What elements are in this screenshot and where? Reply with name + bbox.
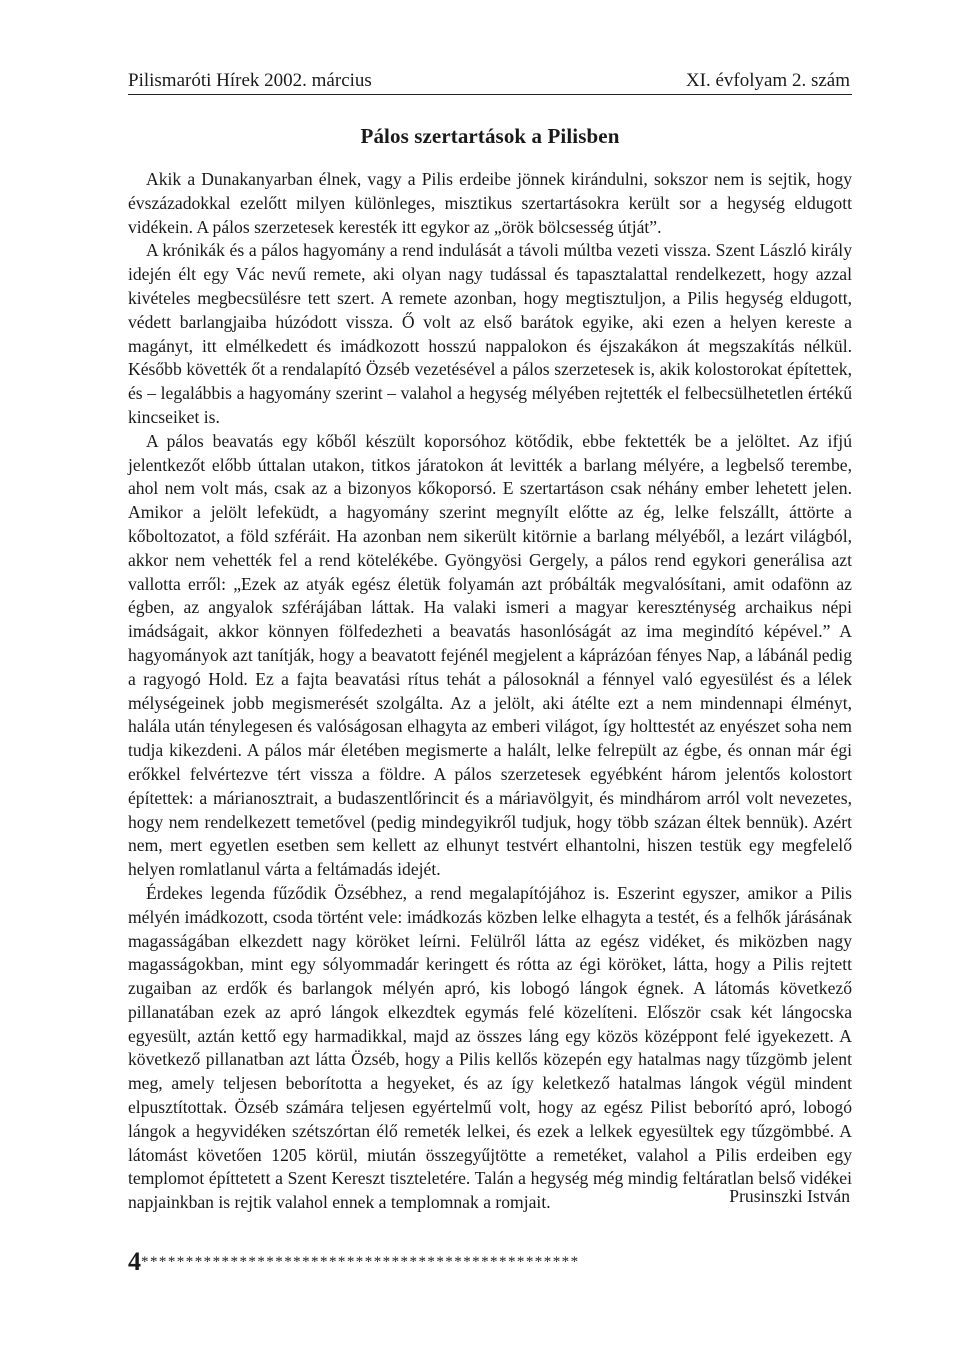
article-paragraph: A krónikák és a pálos hagyomány a rend indulását a távoli múltba vezeti vissza. Szent László király idején élt egy Vác nevű remete, aki olyan nagy tudással és tapasztalattal rendelkezett, hogy azzal kivételes megbecsülésre tett szert. A remete azonban, hogy megtisztuljon, a Pilis hegység eldugott, védett barlangjaiba húzódott vissza. Ő volt az első barátok egyike, aki ezen a helyen kereste a magányt, itt elmélkedett és imádkozott hosszú nappalokon és éjszakákon át megszakítás nélkül. Később követték őt a rendalapító Özséb vezetésével a pálos szerzetesek is, akik kolostorokat építettek, és – legalábbis a hagyomány szerint – valahol a hegység mélyében rejtették el felbecsülhetetlen értékű kincseiket is. (128, 240, 852, 427)
page-header (128, 70, 852, 95)
article-body (128, 168, 852, 1215)
article-paragraph: Érdekes legenda fűződik Özsébhez, a rend megalapítójához is. Eszerint egyszer, amikor a Pilis mélyén imádkozott, csoda történt vele: imádkozás közben lelke elhagyta a testét, és a felhők járásának magasságában elkezdett nagy köröket leírni. Felülről látta az egész vidéket, és miközben nagy magasságokban, mint egy sólyommadár keringett és rótta az égi köröket, látta, hogy a Pilis rejtett zugaiban az erdők és barlangok mélyén apró, kis lobogó lángok égnek. A látomás következő pillanatában ezek az apró lángok elkezdtek egymás felé közelíteni. Először csak két lángocska egyesült, aztán kettő egy harmadikkal, majd az összes láng egy közös középpont felé igyekezett. A következő pillanatban azt látta Özséb, hogy a Pilis kellős közepén egy hatalmas nagy tűzgömb jelent meg, amely teljesen beborította a hegyeket, és az így keletkező hatalmas lángok végül mindent elpusztítottak. Özséb számára teljesen egyértelmű volt, hogy az egész Pilist beborító apró, lobogó lángok a hegyvidéken szétszórtan élő remeték lelkei, és ezek a lelkek egyesültek egy tűzgömbbé. A látomást követően 1205 körül, miután összegyűjtötte a remetéket, valahol a Pilis erdeiben egy templomot építtetett a Szent Kereszt tiszteletére. Talán a hegység még mindig feltáratlan belső vidékei napjainkban is rejtik valahol ennek a templomnak a romjait. (128, 882, 852, 1213)
article-title: Pálos szertartások a Pilisben (360, 124, 620, 148)
header-issue: XI. évfolyam 2. szám (685, 70, 850, 91)
article-paragraph: A pálos beavatás egy kőből készült koporsóhoz kötődik, ebbe fektették be a jelöltet. Az ifjú jelentkezőt előbb úttalan utakon, titkos járatokon át levitték a barlang mélyére, a legbelső terembe, ahol nem volt más, csak az a bizonyos kőkoporsó. E szertartáson csak néhány ember lehetett jelen. Amikor a jelölt lefeküdt, a hagyomány szerint megnyílt előtte az ég, lelke felszállt, áttörte a kőboltozatot, a föld szféráit. Ha azonban nem sikerült kitörnie a barlang mélyéből, a lezárt világból, akkor nem vehették fel a rend kötelékébe. Gyöngyösi Gergely, a pálos rend egykori generálisa azt vallotta erről: „Ezek az atyák egész életük folyamán azt próbálták megvalósítani, amit odafönn az égben, az angyalok szférájában láttak. Ha valaki ismeri a magyar kereszténység archaikus népi imádságait, akkor könnyen fölfedezheti a beavatás hasonlóságát az ima megindító képével.” A hagyományok azt tanítják, hogy a beavatott fejénél megjelent a káprázóan fényes Nap, a lábánál pedig a ragyogó Hold. Ez a fajta beavatási rítus tehát a pálosoknál a fénnyel való egyesülést és a lélek mélységeinek jobb megismerését szolgálta. Az a jelölt, aki átélte ezt a nem mindennapi élményt, halála után ténylegesen és valóságosan elhagyta az emberi világot, így holttestét az enyészet soha nem tudja kikezdeni. A pálos már életében megismerte a halált, lelke felrepült az égbe, és onnan már égi erőkkel felvértezve tért vissza a földre. A pálos szerzetesek egyébként három jelentős kolostort építettek: a márianosztrait, a budaszentlőrincit és a máriavölgyit, és mindhárom arról volt nevezetes, hogy nem rendelkezett temetővel (pedig mindegyikről tudjuk, hogy több százan éltek bennük). Azért nem, mert egyetlen esetben sem kellett az elhunyt testvért elhantolni, hiszen testük egy megfelelő helyen romlatlanul várta a feltámadás idejét. (128, 430, 852, 880)
article-author: Prusinszki István (729, 1186, 850, 1206)
page-number: 4 (128, 1247, 141, 1276)
page-footer (128, 1247, 852, 1277)
footer-stars-rule: ************************************************* (141, 1254, 580, 1270)
newsletter-page (128, 0, 852, 1350)
header-publication: Pilismaróti Hírek 2002. március (128, 70, 372, 91)
article-paragraph: Akik a Dunakanyarban élnek, vagy a Pilis erdeibe jönnek kirándulni, sokszor nem is sejtik, hogy évszázadokkal ezelőtt milyen különleges, misztikus szertartásokra került sor a hegység eldugott vidékein. A pálos szerzetesek keresték itt egykor az „örök bölcsesség útját”. (128, 169, 852, 237)
